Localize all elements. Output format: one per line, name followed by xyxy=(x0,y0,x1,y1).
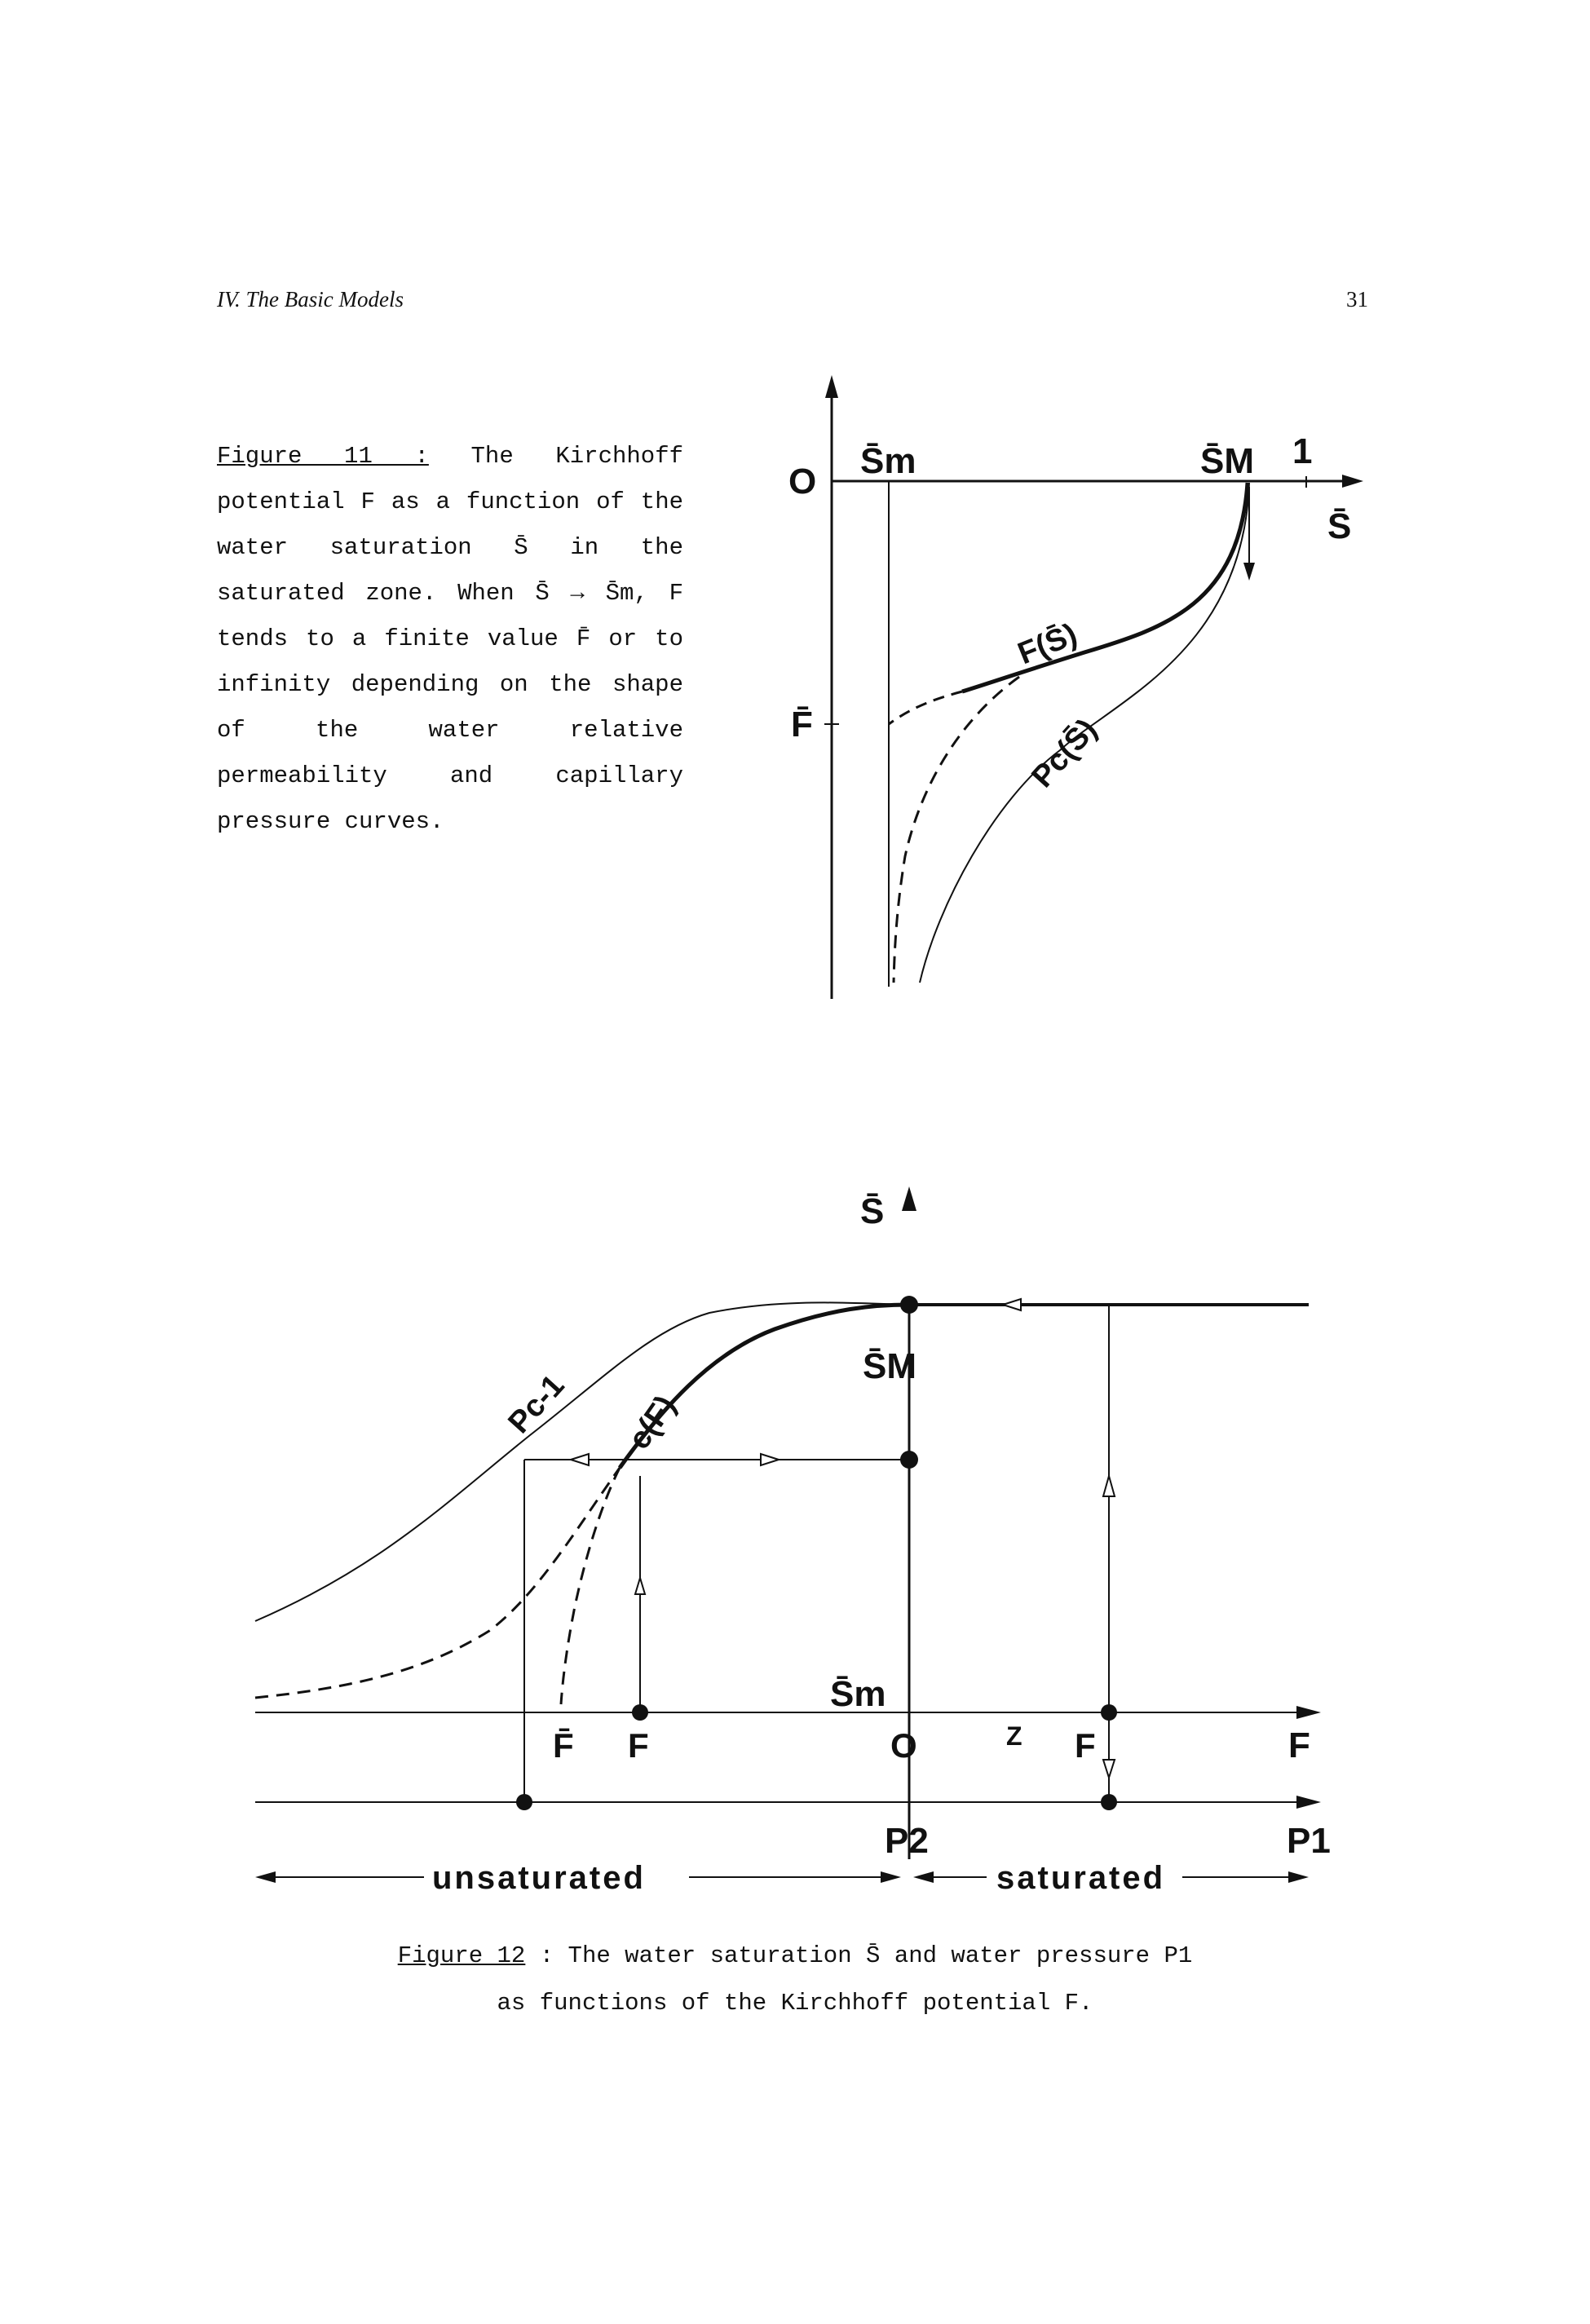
fig12-p2-label: P2 xyxy=(885,1821,929,1861)
pc-of-s-curve xyxy=(920,483,1249,983)
right-down-arrow xyxy=(1103,1760,1115,1778)
pc-inverse-curve xyxy=(255,1302,909,1621)
fig12-c-curve-label: c(F) xyxy=(621,1390,683,1456)
down-arrowhead xyxy=(1243,563,1255,581)
fig11-one-label: 1 xyxy=(1292,431,1313,471)
f-axis-arrowhead xyxy=(1296,1706,1321,1719)
dashed-pc-inverse-extension xyxy=(255,1468,620,1698)
f-axis-arrowhead xyxy=(825,375,838,398)
unsaturated-left-arrowhead xyxy=(255,1871,276,1883)
running-header: IV. The Basic Models xyxy=(217,287,404,311)
fig12-f-left-label: F xyxy=(628,1726,649,1765)
point-s-mid xyxy=(900,1451,918,1469)
c-of-f-curve xyxy=(620,1305,909,1468)
fig11-pc-curve-label: Pc(S̄) xyxy=(1025,712,1104,795)
fig12-sM-label: S̄M xyxy=(863,1346,916,1386)
figure-12-caption-text-1: : The water saturation S̄ and water pressure P1 xyxy=(539,1942,1193,1969)
fig12-z-label: Z xyxy=(1006,1721,1022,1751)
fig11-sM-label: S̄M xyxy=(1200,441,1254,481)
figure-12-caption-line1 xyxy=(245,1933,1345,1980)
fig11-s-axis-label: S̄ xyxy=(1327,506,1352,546)
fig12-s-axis-label: S̄ xyxy=(860,1191,885,1231)
unsaturated-right-arrowhead xyxy=(881,1871,901,1883)
point-p1-right xyxy=(1101,1794,1117,1810)
figure-11-caption-text: The Kirchhoff potential F as a function of the water saturation S̄ in the saturated zone. When S̄ → S̄m, F tends to a finite value F̄ or to infinity depending on the shape of the water relative permeability and capillary pressure curves. xyxy=(217,443,683,835)
fig11-origin-label: O xyxy=(788,462,817,501)
figure-12-caption xyxy=(245,1933,1345,2027)
point-f-left xyxy=(632,1704,648,1721)
f-of-s-curve xyxy=(962,483,1248,691)
figure-11-label: Figure 11 : xyxy=(217,443,429,470)
c-of-f-dashed-extension xyxy=(561,1468,620,1704)
fig12-saturated-label: saturated xyxy=(996,1860,1166,1896)
s-axis-arrowhead xyxy=(902,1186,916,1211)
figure-11-caption xyxy=(217,434,683,845)
point-f-right xyxy=(1101,1704,1117,1721)
fig12-unsaturated-label: unsaturated xyxy=(432,1860,646,1896)
p1-axis-arrowhead xyxy=(1296,1796,1321,1809)
fig12-f-axis-label: F xyxy=(1288,1725,1310,1765)
saturated-right-arrowhead xyxy=(1288,1871,1309,1883)
fig11-fbar-label: F̄ xyxy=(791,705,813,744)
fig11-sm-label: S̄m xyxy=(860,441,916,481)
fig12-fbar-label: F̄ xyxy=(553,1726,574,1765)
fig12-f-right-label: F xyxy=(1075,1726,1096,1765)
fig12-p1-label: P1 xyxy=(1287,1821,1331,1861)
left-horizontal-arrow xyxy=(571,1454,589,1465)
plateau-direction-arrow xyxy=(1003,1299,1021,1310)
f-up-arrow xyxy=(635,1578,645,1594)
fig12-sm-label: S̄m xyxy=(830,1674,886,1714)
figure-12-caption-line2: as functions of the Kirchhoff potential F. xyxy=(497,1990,1093,2017)
fig12-pc-inverse-label: Pc-1 xyxy=(501,1368,572,1441)
saturated-left-arrowhead xyxy=(913,1871,934,1883)
s-axis-arrowhead xyxy=(1342,475,1363,488)
figure-12-label: Figure 12 xyxy=(397,1942,526,1969)
right-up-arrow xyxy=(1103,1476,1115,1496)
right-horizontal-arrow xyxy=(761,1454,779,1465)
dashed-infinite-curve xyxy=(894,677,1019,983)
point-p1-left xyxy=(516,1794,532,1810)
page-number: 31 xyxy=(1346,287,1368,311)
fig11-f-curve-label: F(S̄) xyxy=(1013,616,1082,672)
fig12-origin-label: O xyxy=(890,1726,917,1765)
point-s-max xyxy=(900,1296,918,1314)
f-of-s-dashed-extension xyxy=(889,691,962,724)
